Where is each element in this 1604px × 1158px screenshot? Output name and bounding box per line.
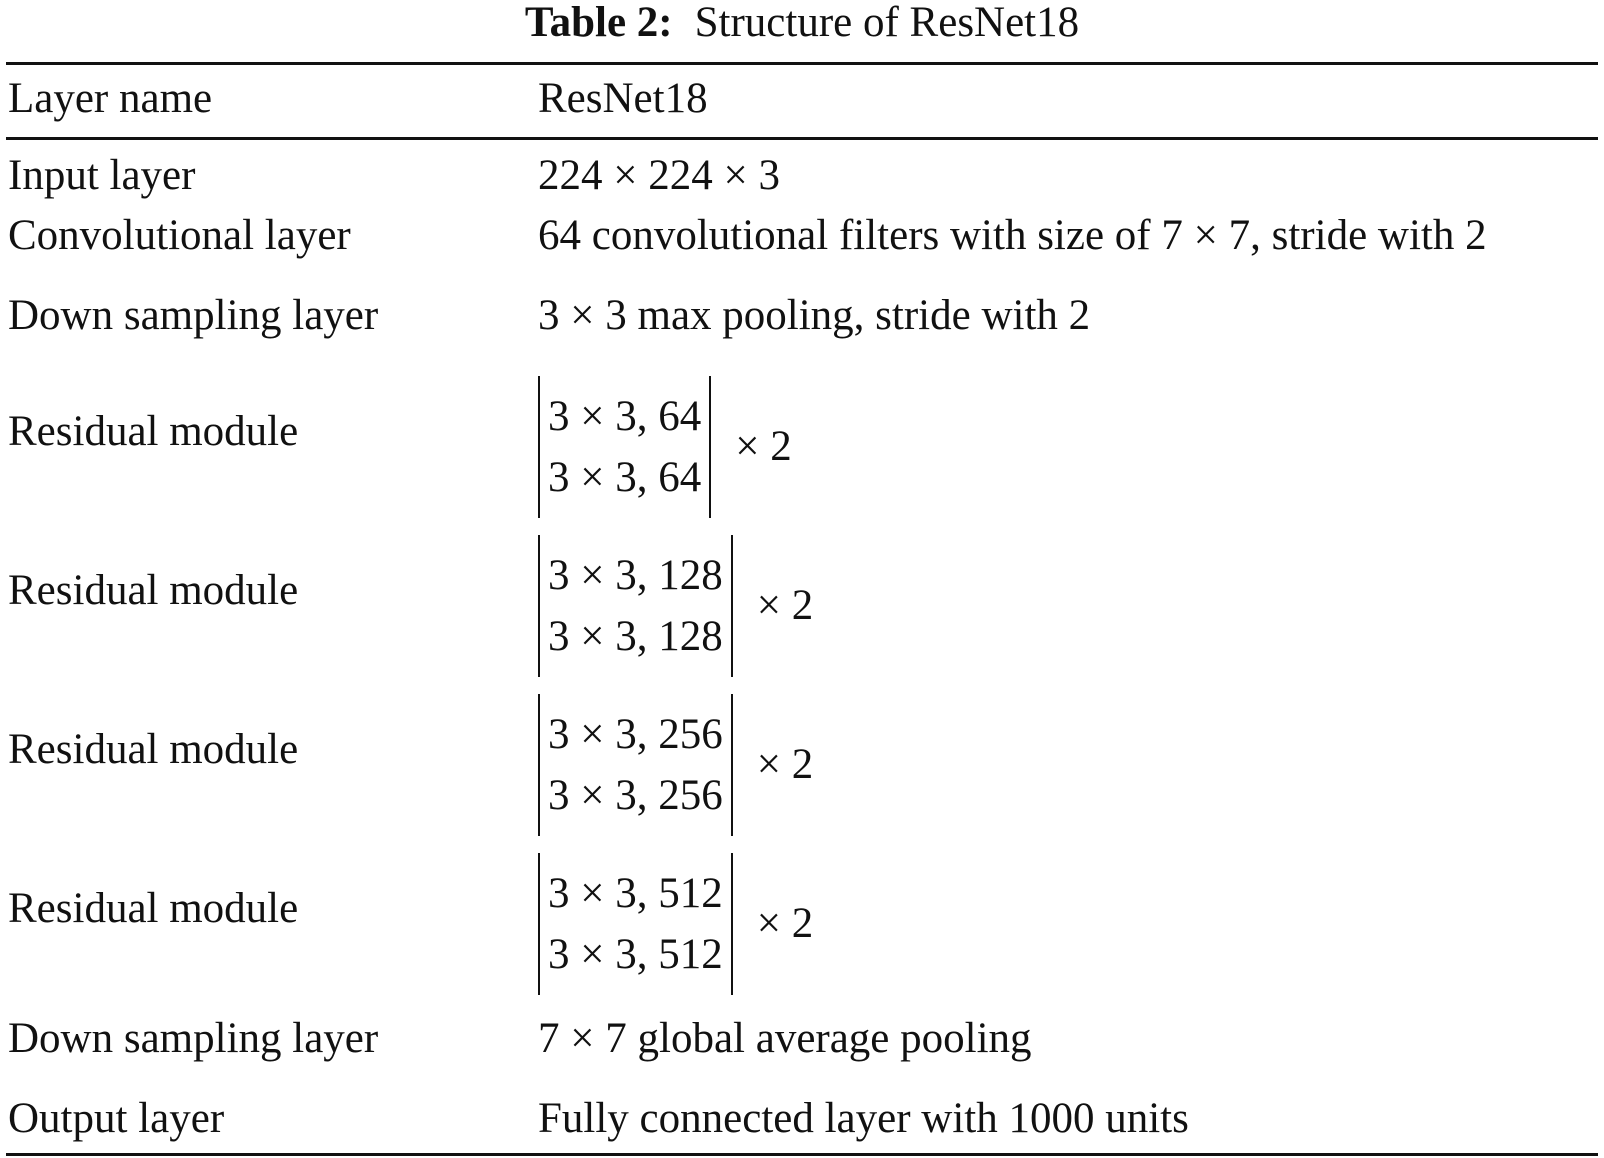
layer-name: Down sampling layer — [8, 1015, 379, 1062]
table-caption — [0, 0, 1604, 46]
layer-name: Convolutional layer — [8, 212, 351, 259]
layer-value — [538, 376, 792, 518]
matrix-line: 3 × 3, 256 — [548, 711, 723, 758]
matrix-line: 3 × 3, 256 — [548, 772, 723, 819]
matrix-line: 3 × 3, 128 — [548, 613, 723, 660]
residual-matrix — [538, 535, 733, 677]
header-layer-name: Layer name — [8, 75, 213, 122]
layer-value: 7 × 7 global average pooling — [538, 1015, 1032, 1062]
repeat-count: × 2 — [756, 900, 814, 947]
layer-name: Residual module — [8, 726, 299, 773]
layer-value — [538, 535, 813, 677]
matrix-line: 3 × 3, 64 — [548, 454, 702, 501]
matrix-line: 3 × 3, 512 — [548, 931, 723, 978]
layer-name: Residual module — [8, 408, 299, 455]
repeat-count: × 2 — [756, 741, 814, 788]
layer-name: Output layer — [8, 1095, 225, 1142]
layer-name: Residual module — [8, 885, 299, 932]
matrix-line: 3 × 3, 512 — [548, 870, 723, 917]
layer-name: Input layer — [8, 152, 196, 199]
layer-name: Residual module — [8, 567, 299, 614]
residual-matrix — [538, 853, 733, 995]
residual-matrix — [538, 694, 733, 836]
table-label: Table 2: — [524, 0, 673, 46]
residual-matrix — [538, 376, 711, 518]
repeat-count: × 2 — [735, 423, 792, 470]
layer-value: Fully connected layer with 1000 units — [538, 1095, 1189, 1142]
matrix-line: 3 × 3, 64 — [548, 393, 702, 440]
header-rule — [6, 137, 1598, 140]
table-title: Structure of ResNet18 — [694, 0, 1080, 46]
repeat-count: × 2 — [756, 582, 814, 629]
layer-value: 224 × 224 × 3 — [538, 152, 781, 199]
matrix-line: 3 × 3, 128 — [548, 552, 723, 599]
bottom-rule — [6, 1153, 1598, 1156]
layer-value: 64 convolutional filters with size of 7 × 7, stride with 2 — [538, 212, 1487, 259]
top-rule — [6, 62, 1598, 65]
layer-value: 3 × 3 max pooling, stride with 2 — [538, 292, 1091, 339]
layer-value — [538, 694, 813, 836]
layer-name: Down sampling layer — [8, 292, 379, 339]
layer-value — [538, 853, 813, 995]
header-model-name: ResNet18 — [538, 75, 708, 122]
